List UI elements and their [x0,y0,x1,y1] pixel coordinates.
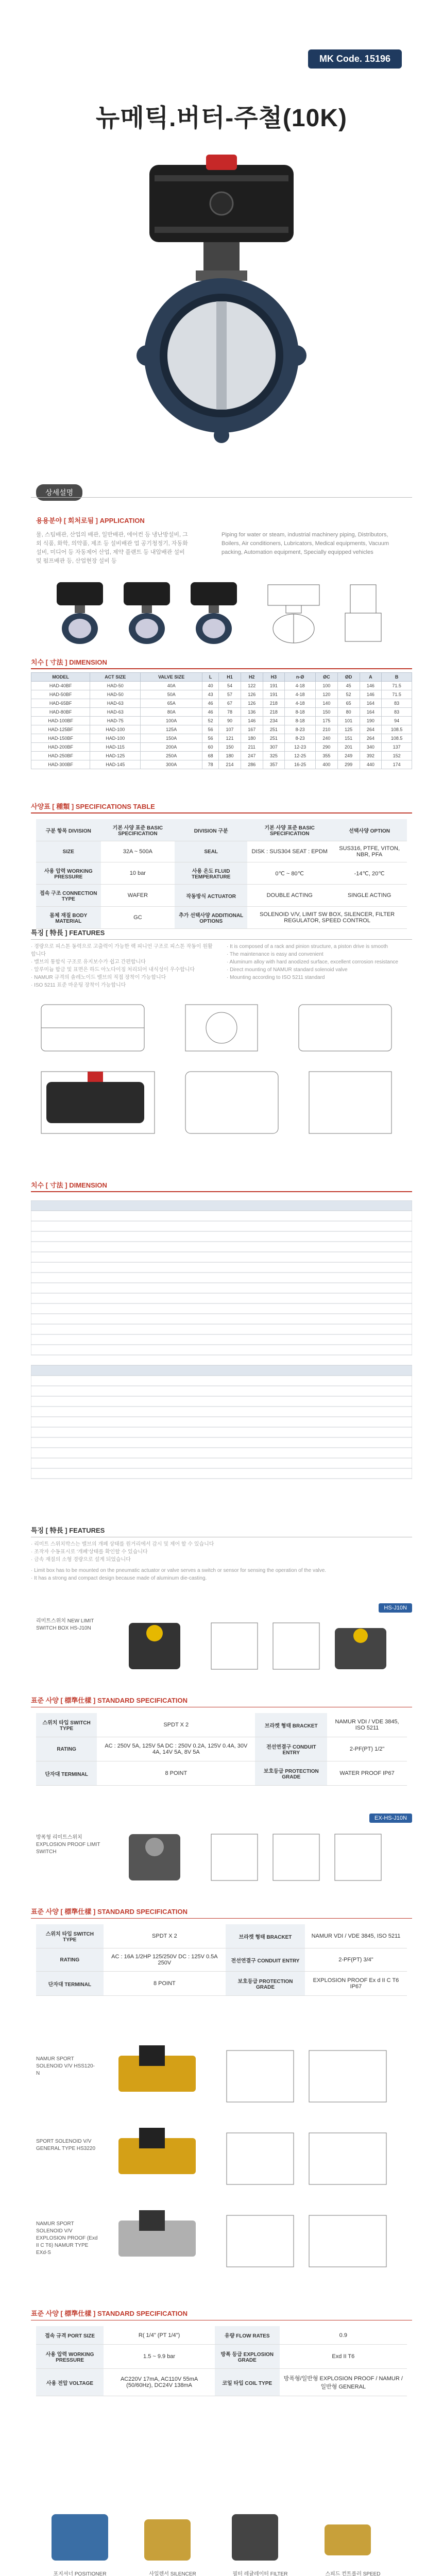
dim-cell: 46 [202,708,219,717]
dim-row [31,717,412,725]
dim-cell: 164 [360,699,382,708]
dim-cell: HAD-65BF [31,699,90,708]
dim-header-cell: n-Ø [285,673,316,682]
limit-spec-cell: AC : 250V 5A, 125V 5A DC : 250V 0.2A, 125V 0.4A, 30V 4A, 14V 5A, 8V 5A [97,1737,255,1761]
dimension-table [31,672,412,769]
spec-cell: DISK : SUS304 SEAT : EPDM [247,841,332,862]
dim-cell: 45 [337,682,360,690]
std-spec-heading-1: 표준 사양 [ 標準仕樣 ] STANDARD SPECIFICATION [31,1695,412,1707]
spec-table [36,819,407,929]
dim-cell: 400 [316,760,338,769]
dim-cell: 8-23 [285,725,316,734]
limit-spec-cell: 2-PF(PT) 1/2" [327,1737,407,1761]
dimension-heading-2-text: 치수 [ 寸法 ] DIMENSION [31,1181,107,1189]
spec-cell: SINGLE ACTING [332,885,407,907]
dim-cell: 108.5 [382,734,412,743]
limit-switch-label: 리미트스위치 NEW LIMIT SWITCH BOX HS-J10N [36,1618,94,1631]
solenoid-label: NAMUR SPORT SOLENOID V/V EXPLOSION PROOF (Exd II C T6) NAMUR TYPE EXd-S [36,2221,98,2256]
ex-spec-cell: 스위치 타입 SWITCH TYPE [36,1924,104,1948]
page-title: 뉴메틱.버터-주철(10K) [96,105,347,132]
dim-cell: 101 [337,717,360,725]
dim-header-cell: H3 [263,673,285,682]
dim-cell: 164 [360,708,382,717]
dim-header-cell: H2 [241,673,263,682]
dim-cell: 8-23 [285,734,316,743]
feature-item: · Mounting according to ISO 5211 standard [227,975,325,980]
dim-cell: 71.5 [382,682,412,690]
dim-cell: 286 [241,760,263,769]
dim-cell: 440 [360,760,382,769]
feature-item: · It is composed of a rack and pinion structure, a piston drive is smooth [227,944,388,950]
features-ko-list [31,943,216,989]
dim-cell: 264 [360,725,382,734]
dim-cell: 54 [219,682,241,690]
dim-cell: 140 [316,699,338,708]
features-en-list [227,943,412,989]
explosion-switch-images [118,1824,397,1891]
dim-cell: 152 [382,752,412,760]
dim-cell: 68 [202,752,219,760]
detail-pill: 상세설명 [36,484,82,501]
feature-item: · The maintenance is easy and convenient [227,952,323,957]
dim-cell: 100 [316,682,338,690]
dim-cell: 121 [219,734,241,743]
features-heading: 특징 [ 特長 ] FEATURES [31,927,412,940]
dim-cell: 211 [241,743,263,752]
dim-cell: 218 [263,708,285,717]
dim-row [31,725,412,734]
dim-cell: 150 [316,708,338,717]
solenoid-images [108,2040,397,2287]
air-spec-cell: 코일 타입 COIL TYPE [215,2369,280,2396]
dimension-heading-2 [31,1180,412,1192]
ex-spec-cell: EXPLOSION PROOF Ex d II C T6 IP67 [305,1972,407,1996]
features-block-2 [31,1525,412,1582]
spec-cell: WAFER [101,885,175,907]
ex-spec-cell: 전선연결구 CONDUIT ENTRY [226,1948,305,1972]
feature-item: · 조작자 수동표시로 '개폐'상태를 확인할 수 있습니다 [31,1549,148,1555]
dim-cell: 180 [219,752,241,760]
dim-cell: HAD-250BF [31,752,90,760]
air-spec-cell: 방폭형/일반형 EXPLOSION PROOF / NAMUR / 일반형 GENERAL [280,2369,407,2396]
dim-cell: 4-18 [285,699,316,708]
limit-spec-cell: SPDT X 2 [97,1713,255,1737]
part-label: 사일렌서 SILENCER [149,2571,196,2576]
dim-cell: 167 [241,725,263,734]
dim-cell: 12-23 [285,743,316,752]
dim-row [31,752,412,760]
dim-cell: 240 [316,734,338,743]
dim-cell: 180 [241,734,263,743]
air-spec-cell: 유량 FLOW RATES [215,2326,280,2345]
std-spec-heading-3: 표준 사양 [ 標準仕樣 ] STANDARD SPECIFICATION [31,2308,412,2320]
dim-cell: 174 [382,760,412,769]
dim-cell: 50A [141,690,202,699]
dim-cell: 83 [382,699,412,708]
spec-cell: 선택사양 OPTION [332,819,407,841]
air-spec-cell: Exd II T6 [280,2345,407,2369]
valve-variant-images [46,582,397,644]
limit-spec-cell: 보호등급 PROTECTION GRADE [255,1761,327,1786]
spec-cell: 기본 사양 표준 BASIC SPECIFICATION [247,819,332,841]
limit-spec-table [36,1713,407,1786]
ex-spec-cell: AC : 16A 1/2HP 125/250V DC : 125V 0.5A 250V [104,1948,226,1972]
dim-cell: HAD-50 [90,682,141,690]
spec-cell: 몸체 재질 BODY MATERIAL [36,907,101,929]
dim-row [31,682,412,690]
ex-spec-cell: 단자대 TERMINAL [36,1972,104,1996]
application-en-text: Piping for water or steam, industrial machinery piping, Distributors, Boilers, Air conditioners, Lubricators, Medical equipments, Vacuum packing, Automation equipment, Specially equipped vehicles [222,532,389,555]
dim-cell: HAD-75 [90,717,141,725]
dim-cell: 307 [263,743,285,752]
spec-cell: SOLENOID V/V, LIMIT SW BOX, SILENCER, FILTER REGULATOR, SPEED CONTROL [247,907,407,929]
feature-item: · It has a strong and compact design because made of aluminum die-casting. [31,1575,207,1581]
dim-row [31,699,412,708]
dim-cell: 57 [219,690,241,699]
solenoid-label: SPORT SOLENOID V/V GENERAL TYPE HS3220 [36,2139,96,2151]
dim-cell: 78 [202,760,219,769]
air-spec-cell: 접속 규격 PORT SIZE [36,2326,104,2345]
dim-header-cell: B [382,673,412,682]
hero-valve-image [118,155,325,443]
dim-cell: 146 [360,690,382,699]
dim-cell: 214 [219,760,241,769]
dim-cell: 80A [141,708,202,717]
dim-cell: 60 [202,743,219,752]
limit-spec-cell: NAMUR VDI / VDE 3845, ISO 5211 [327,1713,407,1737]
feature-item: · 리미트 스위치박스는 밸브의 개폐 상태를 원거리에서 감시 및 제어 할 수 있습니다 [31,1541,214,1547]
limit-spec-cell: 8 POINT [97,1761,255,1786]
features-2-en-list [31,1567,412,1582]
dim-cell: 67 [219,699,241,708]
dim-cell: 65A [141,699,202,708]
dim-cell: 16-25 [285,760,316,769]
dim-cell: 137 [382,743,412,752]
dim-cell: 126 [241,690,263,699]
dim-cell: 146 [360,682,382,690]
ex-spec-cell: RATING [36,1948,104,1972]
dim-cell: 120 [316,690,338,699]
actuator-drawings [31,994,412,1149]
features-heading-2: 특징 [ 特長 ] FEATURES [31,1525,412,1537]
ex-spec-table [36,1924,407,1996]
dim-cell: HAD-145 [90,760,141,769]
feature-item: · 알루미늄 합금 및 표면은 하드 아노다이징 처리되어 내식성이 우수합니다 [31,967,195,973]
part-label: 필터 레귤레이터 FILTER [232,2571,288,2576]
feature-item: · ISO 5211 표준 마운팅 장착이 가능합니다 [31,982,126,988]
spec-cell: 구분 항목 DIVISION [36,819,101,841]
dim-cell: 4-18 [285,682,316,690]
mk-code-badge: MK Code. 15196 [308,49,402,69]
limit-spec-cell: 단자대 TERMINAL [36,1761,97,1786]
std-spec-heading-2: 표준 사양 [ 標準仕樣 ] STANDARD SPECIFICATION [31,1906,412,1919]
dim-cell: 40A [141,682,202,690]
dim-cell: 264 [360,734,382,743]
ex-spec-cell: 2-PF(PT) 3/4" [305,1948,407,1972]
ex-spec-cell: 보호등급 PROTECTION GRADE [226,1972,305,1996]
dim-cell: 234 [263,717,285,725]
dim-cell: 210 [316,725,338,734]
dim-cell: 83 [382,708,412,717]
ex-spec-cell: SPDT X 2 [104,1924,226,1948]
features-2-ko-list [31,1540,412,1564]
dim-cell: 100A [141,717,202,725]
air-spec-cell: AC220V 17mA, AC110V 55mA (50/60Hz), DC24V 138mA [104,2369,215,2396]
dim-cell: 191 [263,682,285,690]
feature-item: · Aluminum alloy with hard anodized surface, excellent corrosion resistance [227,959,398,965]
dim-cell: 90 [219,717,241,725]
dim-cell: 107 [219,725,241,734]
air-spec-table [36,2326,407,2396]
dim-cell: 8-18 [285,708,316,717]
dim-cell: HAD-100 [90,725,141,734]
spec-cell: SIZE [36,841,101,862]
actuator-torque-table [31,1200,412,1489]
dim-header-cell: ØD [337,673,360,682]
dim-cell: 340 [360,743,382,752]
dim-header-cell: A [360,673,382,682]
dim-cell: 43 [202,690,219,699]
limit-switch-images [118,1613,397,1680]
dimension-heading-text: 치수 [ 寸法 ] DIMENSION [31,658,107,666]
dim-cell: 136 [241,708,263,717]
dim-cell: HAD-63 [90,708,141,717]
dim-cell: 247 [241,752,263,760]
dim-header-cell: H1 [219,673,241,682]
dim-cell: 4-18 [285,690,316,699]
dim-cell: 251 [263,725,285,734]
air-spec-cell: 0.9 [280,2326,407,2345]
dim-cell: 80 [337,708,360,717]
dim-cell: HAD-40BF [31,682,90,690]
dim-cell: 52 [337,690,360,699]
dim-cell: HAD-63 [90,699,141,708]
features-block-1 [31,927,412,989]
dim-cell: 125 [337,725,360,734]
spec-cell: SEAL [175,841,247,862]
ex-spec-cell: 8 POINT [104,1972,226,1996]
dim-cell: HAD-80BF [31,708,90,717]
spec-cell: 기본 사양 표준 BASIC SPECIFICATION [101,819,175,841]
dim-cell: 52 [202,717,219,725]
limit-spec-cell: 브라켓 형태 BRACKET [255,1713,327,1737]
spec-cell: 작동방식 ACTUATOR [175,885,247,907]
limit-spec-cell: RATING [36,1737,97,1761]
spec-cell: -14℃, 20℃ [332,862,407,885]
dimension-heading [31,657,412,669]
application-ko-text: 물, 스팀배관, 산업의 배관, 일반배관, 에어컨 등 냉난방설비, 그 외 식품, 화학, 의약품, 제조 등 설비배관 업 공기청정기, 자동화설비, 미디어 등 자동제어 산업, 제약 플랜트 등 내압배관 설비 및 펌프배관 등, 산업현장 설비 등 [36,532,188,564]
dim-cell: HAD-100 [90,734,141,743]
dim-row [31,734,412,743]
dim-cell: 201 [337,743,360,752]
dim-cell: 56 [202,725,219,734]
air-spec-cell: R( 1/4" (PT 1/4") [104,2326,215,2345]
explosion-tag: EX-HS-J10N [369,1814,412,1823]
application-heading: 용용분야 [ 회처로됨 ] APPLICATION [36,517,145,524]
dim-row [31,708,412,717]
dim-cell: 122 [241,682,263,690]
air-spec-cell: 사용 전압 VOLTAGE [36,2369,104,2396]
dim-cell: HAD-150BF [31,734,90,743]
feature-item: · NAMUR 규격의 솔레노이드 밸브의 직접 장착이 가능합니다 [31,975,166,980]
spec-cell: 사용 압력 WORKING PRESSURE [36,862,101,885]
dim-row [31,743,412,752]
part-label: 스피드 컨트롤러 SPEED [325,2571,381,2576]
dim-cell: HAD-50 [90,690,141,699]
spec-heading-text: 사양표 [ 種類 ] SPECIFICATIONS TABLE [31,803,155,810]
dim-cell: 290 [316,743,338,752]
dim-cell: 249 [337,752,360,760]
dim-cell: 325 [263,752,285,760]
solenoid-label: NAMUR SPORT SOLENOID V/V HSS120-N [36,2056,95,2076]
spec-cell: SUS316, PTFE, VITON, NBR, PFA [332,841,407,862]
limit-spec-cell: WATER PROOF IP67 [327,1761,407,1786]
dim-cell: 175 [316,717,338,725]
spec-cell: 0℃ ~ 80℃ [247,862,332,885]
dimension-table-body [31,682,412,769]
dim-cell: 150A [141,734,202,743]
dim-cell: 191 [263,690,285,699]
dim-row [31,690,412,699]
spec-heading [31,801,412,814]
accessory-parts-images [36,2509,407,2566]
dim-cell: HAD-125BF [31,725,90,734]
dim-cell: 300A [141,760,202,769]
dim-cell: 8-18 [285,717,316,725]
dim-cell: 299 [337,760,360,769]
spec-cell: 접속 구조 CONNECTION TYPE [36,885,101,907]
air-spec-cell: 사용 압력 WORKING PRESSURE [36,2345,104,2369]
dim-cell: HAD-100BF [31,717,90,725]
dim-row [31,760,412,769]
dim-cell: 392 [360,752,382,760]
air-spec-cell: 방폭 등급 EXPLOSION GRADE [215,2345,280,2369]
dim-cell: 12-25 [285,752,316,760]
limit-spec-cell: 스위치 타입 SWITCH TYPE [36,1713,97,1737]
spec-cell: 32A ~ 500A [101,841,175,862]
dim-cell: 126 [241,699,263,708]
dim-cell: 71.5 [382,690,412,699]
dim-cell: 200A [141,743,202,752]
dim-cell: 357 [263,760,285,769]
dim-cell: HAD-50BF [31,690,90,699]
spec-cell: GC [101,907,175,929]
dim-cell: 218 [263,699,285,708]
spec-cell: DOUBLE ACTING [247,885,332,907]
spec-cell: DIVISION 구분 [175,819,247,841]
dim-cell: 250A [141,752,202,760]
dim-cell: HAD-115 [90,743,141,752]
dim-cell: HAD-300BF [31,760,90,769]
limit-switch-tag: HS-J10N [379,1603,412,1613]
air-spec-cell: 1.5 ~ 9.9 bar [104,2345,215,2369]
dim-header-cell: VALVE SIZE [141,673,202,682]
ex-spec-cell: NAMUR VDI / VDE 3845, ISO 5211 [305,1924,407,1948]
spec-cell: 사용 온도 FLUID TEMPERATURE [175,862,247,885]
dimension-table-header [31,673,412,682]
dim-cell: 108.5 [382,725,412,734]
feature-item: · 금속 재질의 소형 경량으로 설계 되었습니다 [31,1557,131,1563]
dim-cell: 94 [382,717,412,725]
dim-header-cell: MODEL [31,673,90,682]
dim-cell: 251 [263,734,285,743]
spec-cell: 추가 선택사양 ADDITIONAL OPTIONS [175,907,247,929]
dim-cell: HAD-200BF [31,743,90,752]
dim-cell: 150 [219,743,241,752]
dim-header-cell: L [202,673,219,682]
part-label: 포지셔너 POSITIONER [53,2571,107,2576]
feature-item: · 경량으로 피스톤 동력으로 고출력이 가능한 랙 피니언 구조로 피스톤 작동이 원활합니다 [31,944,213,957]
divider [31,497,412,498]
dim-cell: 355 [316,752,338,760]
dim-cell: 78 [219,708,241,717]
feature-item: · Limit box has to be mounted on the pneumatic actuator or valve serves a switch or sensor for sensing the operation of the valve. [31,1568,327,1573]
dim-header-cell: ACT SIZE [90,673,141,682]
dim-header-cell: ØC [316,673,338,682]
dim-cell: 46 [202,699,219,708]
dim-cell: 190 [360,717,382,725]
ex-spec-cell: 브라켓 형태 BRACKET [226,1924,305,1948]
dim-cell: 151 [337,734,360,743]
limit-spec-cell: 전선연결구 CONDUIT ENTRY [255,1737,327,1761]
dim-cell: HAD-125 [90,752,141,760]
dim-cell: 146 [241,717,263,725]
dim-cell: 125A [141,725,202,734]
dim-cell: 40 [202,682,219,690]
feature-item: · Direct mounting of NAMUR standard solenoid valve [227,967,348,973]
explosion-label: 방폭형 리미트스위치 EXPLOSION PROOF LIMIT SWITCH [36,1835,100,1855]
dim-cell: 65 [337,699,360,708]
feature-item: · 밸브의 통합식 구조로 유지보수가 쉽고 간편합니다 [31,959,146,965]
spec-cell: 10 bar [101,862,175,885]
dim-cell: 56 [202,734,219,743]
